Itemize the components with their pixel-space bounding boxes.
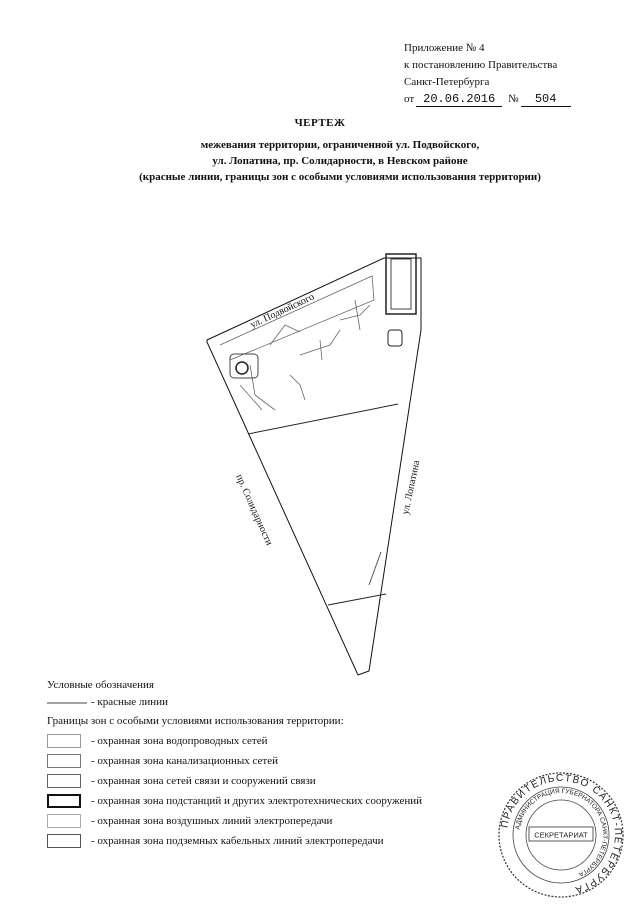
decree-number: 504 bbox=[521, 93, 571, 107]
overhead-lines-zone-swatch bbox=[47, 814, 81, 828]
territory-boundary bbox=[207, 258, 421, 675]
appendix-line-3: Санкт-Петербурга bbox=[404, 76, 490, 88]
legend-item-label: - охранная зона канализационных сетей bbox=[91, 755, 278, 767]
official-seal bbox=[496, 770, 626, 900]
label-podvoyskogo: ул. Подвойского bbox=[248, 291, 317, 331]
legend-item-label: - охранная зона подстанций и других электротехнических сооружений bbox=[91, 795, 423, 807]
appendix-line-1: Приложение № 4 bbox=[404, 42, 485, 54]
subtitle-line-1: межевания территории, ограниченной ул. Подвойского, bbox=[200, 139, 480, 151]
date-prefix: от bbox=[404, 93, 415, 105]
subtitle-line-2: ул. Лопатина, пр. Солидарности, в Невском районе bbox=[212, 155, 468, 167]
appendix-line-2: к постановлению Правительства bbox=[404, 59, 558, 71]
seal-outer-text: ПРАВИТЕЛЬСТВО САНКТ-ПЕТЕРБУРГА bbox=[499, 772, 624, 896]
seal-center-text: СЕКРЕТАРИАТ bbox=[534, 830, 588, 840]
number-prefix: № bbox=[508, 93, 519, 105]
legend-item-label: - охранная зона подземных кабельных линий электропередачи bbox=[91, 835, 384, 847]
communications-zone-swatch bbox=[47, 774, 81, 788]
cable-lines-zone-swatch bbox=[47, 834, 81, 848]
drawing-title: ЧЕРТЕЖ bbox=[294, 117, 346, 129]
legend-item-label: - охранная зона воздушных линий электропередачи bbox=[91, 815, 333, 827]
subtitle-line-3: (красные линии, границы зон с особыми условиями использования территории) bbox=[139, 171, 541, 183]
legend-item-label: - охранная зона сетей связи и сооружений связи bbox=[91, 775, 316, 787]
label-solidarnosti: пр. Солидарности bbox=[233, 472, 275, 548]
legend-heading: Условные обозначения bbox=[47, 679, 154, 691]
legend-zones-heading: Границы зон с особыми условиями использования территории: bbox=[47, 715, 344, 727]
red-line-sample-icon bbox=[47, 698, 87, 708]
label-lopatina: ул. Лопатина bbox=[400, 459, 423, 516]
seal-inner-text: АДМИНИСТРАЦИЯ ГУБЕРНАТОРА САНКТ-ПЕТЕРБУРГА bbox=[514, 787, 609, 878]
substations-zone-swatch bbox=[47, 794, 81, 808]
legend-red-lines-label: - красные линии bbox=[91, 696, 168, 708]
legend-item-label: - охранная зона водопроводных сетей bbox=[91, 735, 268, 747]
sewer-zone-swatch bbox=[47, 754, 81, 768]
water-zone-swatch bbox=[47, 734, 81, 748]
decree-date: 20.06.2016 bbox=[416, 93, 502, 107]
